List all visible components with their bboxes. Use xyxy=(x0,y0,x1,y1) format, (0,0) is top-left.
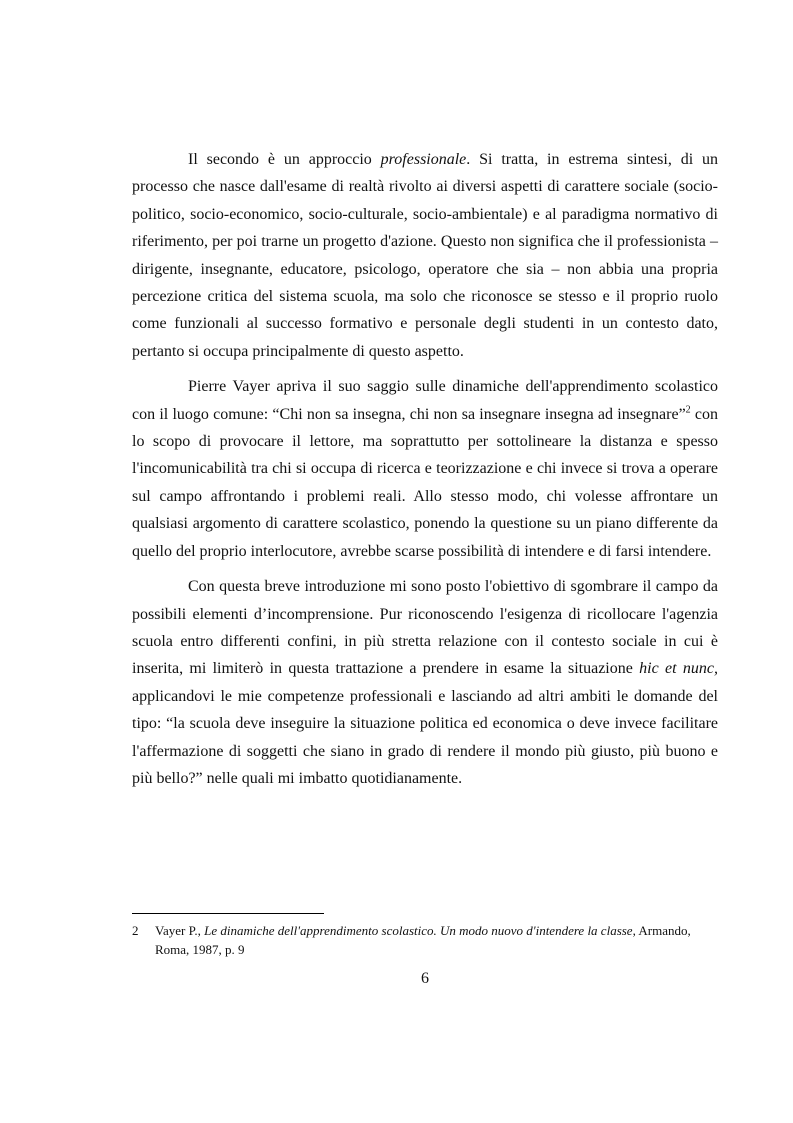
paragraph-1-text-a: Il secondo è un approccio xyxy=(188,151,381,168)
paragraph-2-text-a: Pierre Vayer apriva il suo saggio sulle dinamiche dell'apprendimento scolastico con il luogo comune: “Chi non sa insegna, chi non sa insegnare insegna ad insegnare” xyxy=(132,378,718,423)
footnote-reference[interactable]: 2 xyxy=(685,404,691,416)
paragraph-1-emphasis: professionale xyxy=(380,151,467,168)
page-number: 6 xyxy=(421,970,429,987)
footnote-separator xyxy=(132,913,324,914)
paragraph-3-text-b: applicandovi le mie competenze professionali e lasciando ad altri ambiti le domande del tipo: “la scuola deve inseguire la situazione politica ed economica o deve invece facilitare l'affermazione di soggetti che siano in grado di rendere il mondo più giusto, più buono e più bello?” nelle quali mi imbatto quotidianamente. xyxy=(132,687,718,787)
paragraph-3-emphasis: hic et nunc, xyxy=(639,660,718,678)
footnote-title: Le dinamiche dell'apprendimento scolastico. Un modo nuovo d'intendere la classe xyxy=(204,923,633,938)
paragraph-2 xyxy=(132,373,718,565)
body-text xyxy=(132,146,718,800)
paragraph-3 xyxy=(132,573,718,792)
footnote-publication: , Armando, Roma, 1987, p. 9 xyxy=(155,923,691,957)
paragraph-3-text-a: Con questa breve introduzione mi sono posto l'obiettivo di sgombrare il campo da possibili elementi d’incomprensione. Pur riconoscendo l'esigenza di ricollocare l'agenzia scuola entro differenti confini, in più stretta relazione con il contesto sociale in cui è inserita, mi limiterò in questa trattazione a prendere in esame la situazione xyxy=(132,578,718,678)
footnote xyxy=(132,921,718,959)
paragraph-1 xyxy=(132,146,718,365)
footnote-number: 2 xyxy=(132,923,139,938)
footnote-author: Vayer P., xyxy=(155,923,205,938)
footnote-text xyxy=(155,921,718,959)
paragraph-2-text-b: con lo scopo di provocare il lettore, ma soprattutto per sottolineare la distanza e spesso l'incomunicabilità tra chi si occupa di ricerca e teorizzazione e chi invece si trova a operare sul campo affrontando i problemi reali. Allo stesso modo, chi volesse affrontare un qualsiasi argomento di carattere scolastico, ponendo la questione su un piano differente da quello del proprio interlocutore, avrebbe scarse possibilità di intendere e di farsi intendere. xyxy=(132,405,718,560)
paragraph-1-text-b: . Si tratta, in estrema sintesi, di un processo che nasce dall'esame di realtà rivolto ai diversi aspetti di carattere sociale (socio-politico, socio-economico, socio-culturale, socio-ambientale) e al paradigma normativo di riferimento, per poi trarne un progetto d'azione. Questo non significa che il professionista – dirigente, insegnante, educatore, psicologo, operatore che sia – non abbia una propria percezione critica del sistema scuola, ma solo che riconosce se stesso e il proprio ruolo come funzionali al successo formativo e personale degli studenti in un contesto dato, pertanto si occupa principalmente di questo aspetto. xyxy=(132,151,718,360)
